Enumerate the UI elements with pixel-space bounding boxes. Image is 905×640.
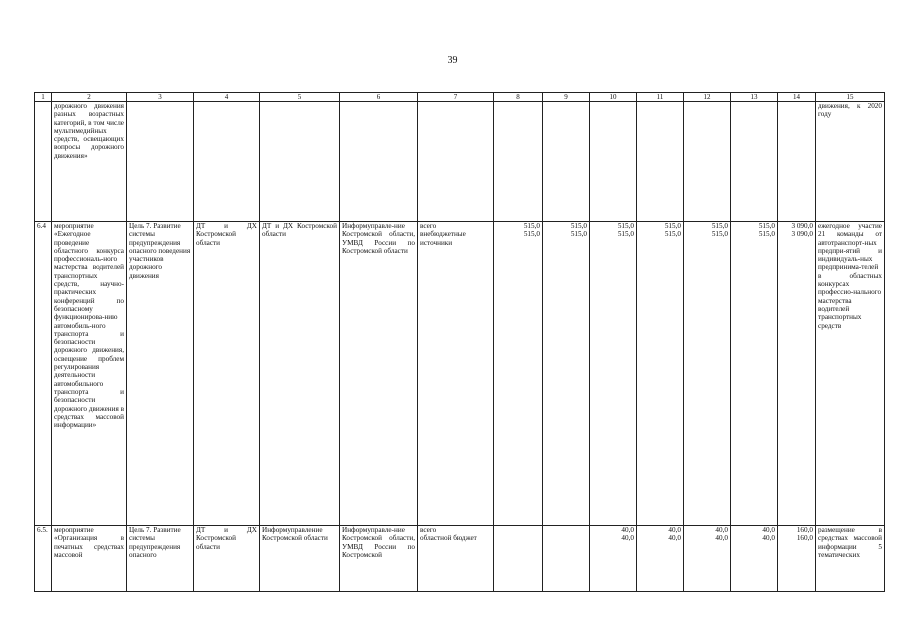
funding-source-line: внебюджетные источники <box>420 230 466 247</box>
total-value: 3 090,0 <box>791 230 813 239</box>
amount-cell <box>637 222 684 526</box>
row-number: 6.5. <box>35 526 52 592</box>
total-cell <box>778 102 816 222</box>
header-cell: 13 <box>731 93 778 102</box>
participants-cell: Информуправле-ние Костромской области, УМВД России по Костромской области <box>340 222 418 526</box>
amount-cell <box>543 222 590 526</box>
result-cell: движения, к 2020 году <box>816 102 885 222</box>
header-cell: 1 <box>35 93 52 102</box>
amount-value: 515,0 <box>570 222 587 230</box>
amount-cell <box>590 102 637 222</box>
table-row <box>35 222 885 526</box>
header-cell: 8 <box>494 93 543 102</box>
header-cell: 2 <box>52 93 127 102</box>
goal-cell: Цель 7. Развитие системы предупреждения опасного поведения участников дорожного движения <box>127 222 194 526</box>
amount-cell <box>731 222 778 526</box>
executor-cell: Информуправление Костромской области <box>260 526 340 592</box>
executor-cell <box>260 102 340 222</box>
amount-cell <box>590 222 637 526</box>
funding-source-line: областной бюджет <box>420 534 477 543</box>
amount-value: 40,0 <box>715 526 728 534</box>
funding-source-cell <box>418 102 494 222</box>
measure-name: мероприятие «Организация в печатных средствах массовой <box>52 526 127 592</box>
amount-value: 515,0 <box>523 222 540 230</box>
amount-value: 515,0 <box>523 230 540 239</box>
total-cell <box>778 222 816 526</box>
amount-cell <box>637 102 684 222</box>
coordinator-cell <box>194 102 260 222</box>
amount-cell <box>494 222 543 526</box>
header-cell: 5 <box>260 93 340 102</box>
goal-cell <box>127 102 194 222</box>
amount-value: 515,0 <box>617 222 634 230</box>
header-cell: 11 <box>637 93 684 102</box>
participants-cell <box>340 102 418 222</box>
amount-value: 515,0 <box>758 230 775 239</box>
funding-source-line: всего <box>420 222 437 230</box>
table-row <box>35 102 885 222</box>
amount-value: 40,0 <box>621 526 634 534</box>
measure-name: мероприятие «Ежегодное проведение областного конкурса профессиональ-ного мастерства водителей транспортных средств, научно-практических конференций по безопасному функционирова-нию автомобиль-ного транспорта и безопасности дорожного движения, освещение проблем регулирования деятельности автомобильного транспорта и безопасности дорожного движения в средствах массовой информации» <box>52 222 127 526</box>
amount-cell <box>590 526 637 592</box>
program-table <box>34 92 885 592</box>
participants-cell: Информуправле-ние Костромской области, УМВД России по Костромской <box>340 526 418 592</box>
amount-cell <box>731 526 778 592</box>
header-cell: 6 <box>340 93 418 102</box>
amount-value: 515,0 <box>758 222 775 230</box>
amount-value: 515,0 <box>664 222 681 230</box>
amount-value: 40,0 <box>668 526 681 534</box>
executor-cell: ДТ и ДХ Костромской области <box>260 222 340 526</box>
amount-value: 515,0 <box>711 222 728 230</box>
amount-value: 515,0 <box>570 230 587 239</box>
amount-cell <box>637 526 684 592</box>
row-number <box>35 102 52 222</box>
amount-value: 515,0 <box>617 230 634 239</box>
amount-cell <box>494 102 543 222</box>
header-cell: 12 <box>684 93 731 102</box>
total-value: 3 090,0 <box>791 222 813 230</box>
funding-source-line: всего <box>420 526 437 534</box>
result-cell: размещение в средствах массовой информации 5 тематических <box>816 526 885 592</box>
total-cell <box>778 526 816 592</box>
amount-cell <box>543 102 590 222</box>
amount-cell <box>684 102 731 222</box>
amount-value: 40,0 <box>762 526 775 534</box>
amount-cell <box>731 102 778 222</box>
header-cell: 3 <box>127 93 194 102</box>
coordinator-cell: ДТ и ДХ Костромской области <box>194 222 260 526</box>
header-cell: 9 <box>543 93 590 102</box>
goal-cell: Цель 7. Развитие системы предупреждения опасного <box>127 526 194 592</box>
row-number: 6.4 <box>35 222 52 526</box>
table-row <box>35 526 885 592</box>
page-number: 39 <box>447 55 458 66</box>
funding-source-cell <box>418 222 494 526</box>
amount-cell <box>543 526 590 592</box>
header-cell: 14 <box>778 93 816 102</box>
header-cell: 15 <box>816 93 885 102</box>
coordinator-cell: ДТ и ДХ Костромской области <box>194 526 260 592</box>
amount-value: 40,0 <box>762 534 775 543</box>
amount-value: 40,0 <box>668 534 681 543</box>
header-cell: 10 <box>590 93 637 102</box>
amount-value: 515,0 <box>711 230 728 239</box>
result-cell: ежегодное участие 21 команды от автотранспорт-ных предпри-ятий и индивидуаль-ных предпринима-телей в областных конкурсах профессио-нального мастерства водителей транспортных средств <box>816 222 885 526</box>
amount-value: 40,0 <box>621 534 634 543</box>
amount-cell <box>494 526 543 592</box>
total-value: 160,0 <box>796 526 813 534</box>
amount-cell <box>684 222 731 526</box>
amount-value: 40,0 <box>715 534 728 543</box>
total-value: 160,0 <box>796 534 813 543</box>
header-cell: 4 <box>194 93 260 102</box>
header-cell: 7 <box>418 93 494 102</box>
measure-name: дорожного движения разных возрастных категорий, в том числе мультимедийных средств, освещающих вопросы дорожного движения» <box>52 102 127 222</box>
amount-cell <box>684 526 731 592</box>
table-header-row <box>35 93 885 102</box>
amount-value: 515,0 <box>664 230 681 239</box>
funding-source-cell <box>418 526 494 592</box>
